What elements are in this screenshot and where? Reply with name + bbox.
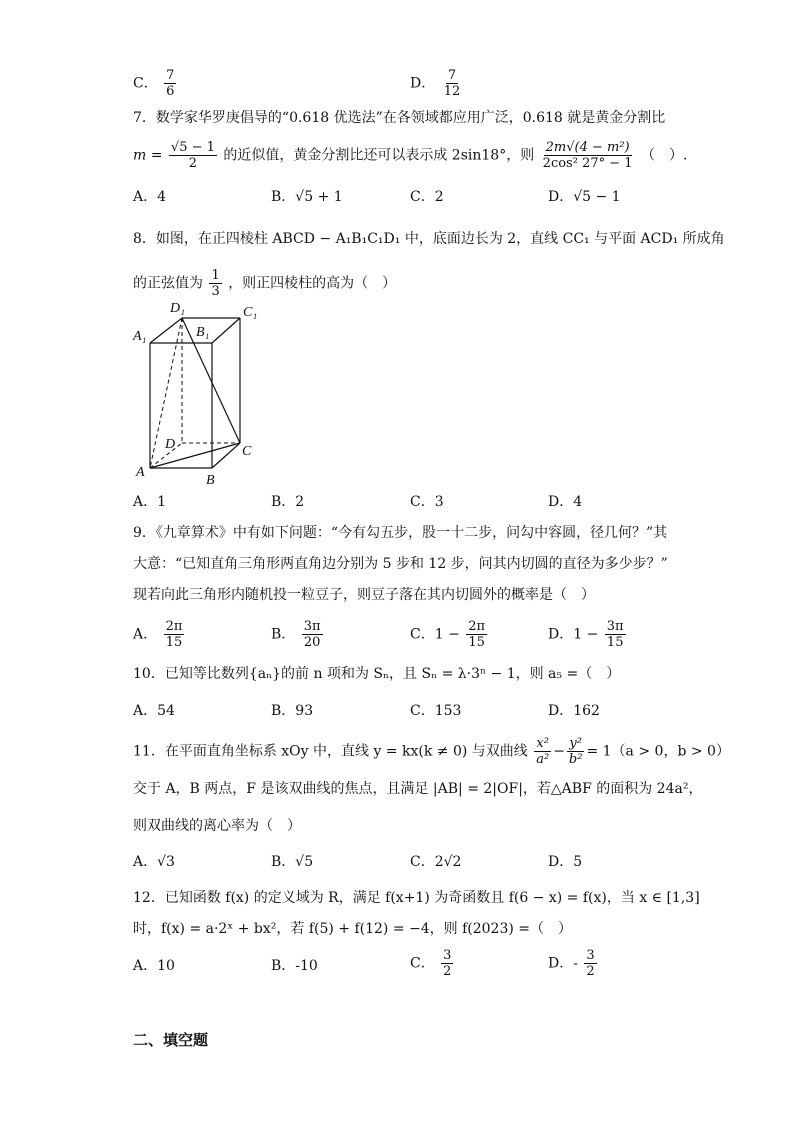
q9-option-a: A． $\frac{2\pi}{15}$ <box>133 619 183 650</box>
q10-stem: 10．已知等比数列{aₙ}的前 n 项和为 Sₙ，且 Sₙ = λ·3ⁿ − 1，则 a₅ =（ ） <box>133 666 621 682</box>
q10-option-b: B．93 <box>271 703 314 719</box>
q7-option-c: C．2 <box>410 189 444 205</box>
q11-option-a: A．√3 <box>133 854 175 870</box>
fraction: $\frac{3}{2}$ <box>443 948 452 979</box>
label-a: A <box>136 465 145 480</box>
q7-option-d: D．√5 − 1 <box>548 189 621 205</box>
q8-option-d: D．4 <box>548 494 583 510</box>
fraction: $\frac{3\pi}{15}$ <box>606 619 624 650</box>
q8-option-b: B．2 <box>271 494 305 510</box>
q6-option-c: C． $\frac{7}{6}$ <box>133 68 175 99</box>
label-d1: D₁ <box>170 301 185 316</box>
q8-option-a: A．1 <box>133 494 167 510</box>
q12-stem-line1: 12．已知函数 f(x) 的定义域为 R，满足 f(x+1) 为奇函数且 f(6 − x) = f(x)，当 x ∈ [1,3] <box>133 890 700 906</box>
fraction: $\frac{\text{x²}}{\text{a²}}$ <box>536 736 550 767</box>
fraction: $\frac{7}{6}$ <box>166 68 175 99</box>
q10-option-c: C．153 <box>410 703 462 719</box>
q9-option-d: D．1 − $\frac{3\pi}{15}$ <box>548 619 624 650</box>
prism-figure <box>130 298 270 488</box>
q7-stem-line1: 7．数学家华罗庚倡导的“0.618 优选法”在各领域都应用广泛，0.618 就是黄金分割比 <box>133 110 666 126</box>
q7-option-b: B．√5 + 1 <box>271 189 343 205</box>
q8-option-c: C．3 <box>410 494 444 510</box>
q12-option-a: A．10 <box>133 958 175 974</box>
label-d: D <box>165 437 176 452</box>
q12-stem-line2: 时，f(x) = a·2ˣ + bx²，若 f(5) + f(12) = −4，则 f(2023) =（ ） <box>133 921 573 937</box>
q9-stem-line3: 现若向此三角形内随机投一粒豆子，则豆子落在其内切圆外的概率是（ ） <box>133 587 595 603</box>
q7-option-a: A．4 <box>133 189 167 205</box>
label-c1: C₁ <box>243 305 258 320</box>
q9-stem-line2: 大意：“已知直角三角形两直角边分别为 5 步和 12 步，问其内切圆的直径为多少步？” <box>133 556 668 572</box>
fraction: $\frac{3}{2}$ <box>586 948 595 979</box>
fraction: $\frac{2\pi}{15}$ <box>165 619 183 650</box>
fraction: $\frac{√5 - 1}{2}$ <box>170 140 215 171</box>
q9-option-c: C．1 − $\frac{2\pi}{15}$ <box>410 619 486 650</box>
label-c: C <box>242 444 252 459</box>
q8-stem-line1: 8．如图，在正四棱柱 ABCD − A₁B₁C₁D₁ 中，底面边长为 2，直线 CC₁ 与平面 ACD₁ 所成角 <box>133 231 725 247</box>
q11-stem-line3: 则双曲线的离心率为（ ） <box>133 818 301 834</box>
fraction: $\frac{7}{12}$ <box>443 68 461 99</box>
q8-stem-line2: 的正弦值为 $\frac{1}{3}$ ，则正四棱柱的高为（ ） <box>133 268 397 299</box>
q10-option-a: A．54 <box>133 703 175 719</box>
q9-option-b: B． $\frac{3\pi}{20}$ <box>271 619 321 650</box>
label-b: B <box>206 473 215 488</box>
fraction: $\frac{\text{y²}}{\text{b²}}$ <box>568 736 583 767</box>
fraction: $\frac{\text{2m√(4 − m²)}}{\text{2cos² 27° − 1}}$ <box>542 140 633 171</box>
q11-option-d: D．5 <box>548 854 583 870</box>
q6-option-d: D． $\frac{7}{12}$ <box>410 68 461 99</box>
q10-option-d: D．162 <box>548 703 600 719</box>
q11-option-b: B．√5 <box>271 854 314 870</box>
fraction: $\frac{1}{3}$ <box>211 268 220 299</box>
fraction: $\frac{3\pi}{20}$ <box>303 619 321 650</box>
q12-option-d: D．- $\frac{3}{2}$ <box>548 948 595 979</box>
q9-stem-line1: 9．《九章算术》中有如下问题：“今有勾五步，股一十二步，问勾中容圆，径几何？”其 <box>133 525 668 541</box>
label-b1: B₁ <box>196 325 210 340</box>
fraction: $\frac{2\pi}{15}$ <box>468 619 486 650</box>
q11-option-c: C．2√2 <box>410 854 462 870</box>
label-a1: A₁ <box>133 329 147 344</box>
q11-stem-line2: 交于 A，B 两点，F 是该双曲线的焦点，且满足 |AB| = 2|OF|，若△ABF 的面积为 24a²， <box>133 781 703 797</box>
q11-stem-line1: 11．在平面直角坐标系 xOy 中，直线 y = kx(k ≠ 0) 与双曲线 $\frac{\text{x²}}{\text{a²}}$ − $\frac{\text{y²}}{\text{b²}}$ = 1（a > 0，b > 0） <box>133 736 730 767</box>
section-title: 二、填空题 <box>133 1031 209 1049</box>
q12-option-b: B．-10 <box>271 958 318 974</box>
q7-stem-line2: m = $\frac{√5 - 1}{2}$ 的近似值，黄金分割比还可以表示成 2sin18°，则 $\frac{\text{2m√(4 − m²)}}{\text{2cos² 27° − 1}}$ （ ）. <box>133 140 688 171</box>
q12-option-c: C． $\frac{3}{2}$ <box>410 948 452 979</box>
